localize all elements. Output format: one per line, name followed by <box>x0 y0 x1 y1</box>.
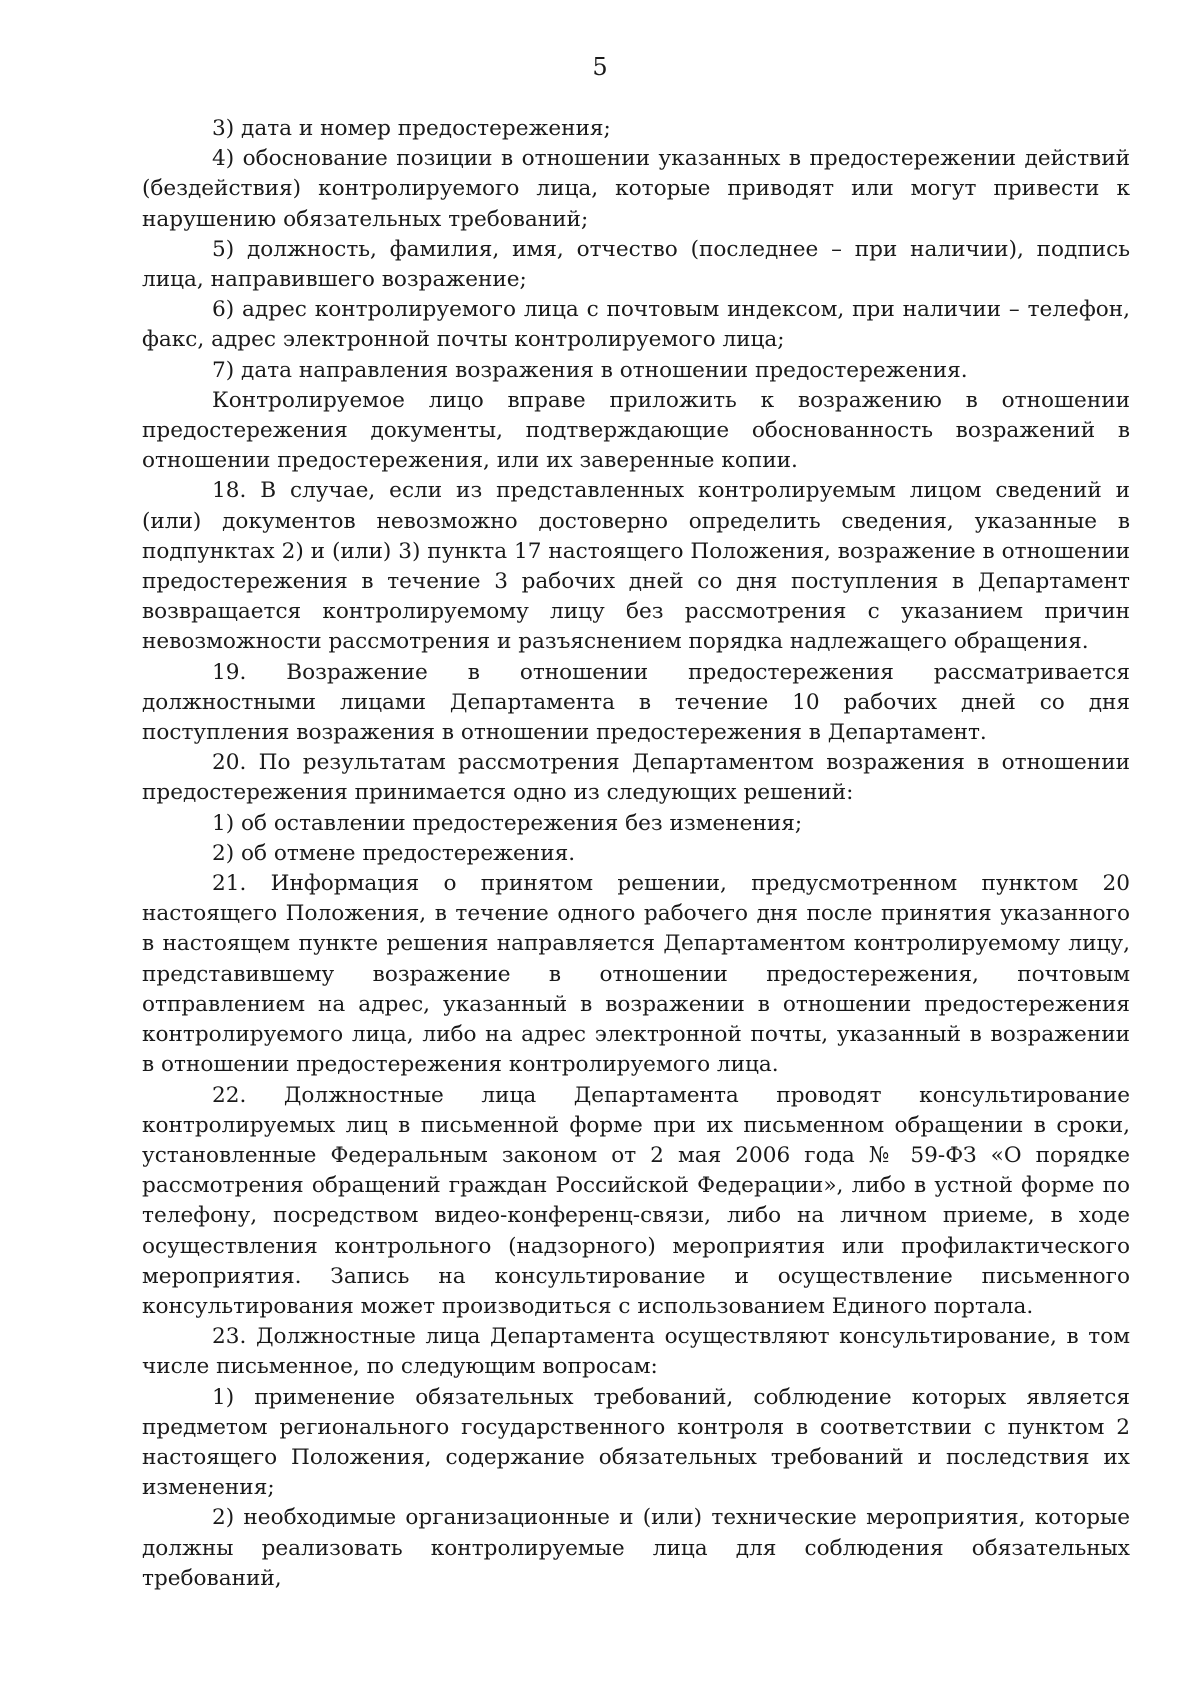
paragraph-item-6: 6) адрес контролируемого лица с почтовым индексом, при наличии – телефон, факс, адрес электронной почты контролируемого лица; <box>142 297 1130 353</box>
page-number: 5 <box>592 53 608 81</box>
paragraph-19: 19. Возражение в отношении предостережения рассматривается должностными лицами Департамента в течение 10 рабочих дней со дня поступления возражения в отношении предостережения в Департамент. <box>142 659 1130 746</box>
paragraph-20: 20. По результатам рассмотрения Департаментом возражения в отношении предостережения принимается одно из следующих решений: <box>142 750 1130 806</box>
paragraph-20-item-2: 2) об отмене предостережения. <box>212 840 576 866</box>
paragraph-20-item-1: 1) об оставлении предостережения без изменения; <box>212 810 803 836</box>
paragraph-23-item-1: 1) применение обязательных требований, соблюдение которых является предметом регионального государственного контроля в соответствии с пунктом 2 настоящего Положения, содержание обязательных требований и последствия их изменения; <box>142 1384 1130 1501</box>
paragraph-item-7: 7) дата направления возражения в отношении предостережения. <box>212 357 968 383</box>
paragraph-18: 18. В случае, если из представленных контролируемым лицом сведений и (или) документов невозможно достоверно определить сведения, указанные в подпунктах 2) и (или) 3) пункта 17 настоящего Положения, возражение в отношении предостережения в течение 3 рабочих дней со дня поступления в Департамент возвращается контролируемому лицу без рассмотрения с указанием причин невозможности рассмотрения и разъяснением порядка надлежащего обращения. <box>142 478 1130 655</box>
paragraph-22: 22. Должностные лица Департамента проводят консультирование контролируемых лиц в письменной форме при их письменном обращении в сроки, установленные Федеральным законом от 2 мая 2006 года № 59-ФЗ «О порядке рассмотрения обращений граждан Российской Федерации», либо в устной форме по телефону, посредством видео-конференц-связи, либо на личном приеме, в ходе осуществления контрольного (надзорного) мероприятия или профилактического мероприятия. Запись на консультирование и осуществление письменного консультирования может производиться с использованием Единого портала. <box>142 1082 1130 1319</box>
paragraph-item-5: 5) должность, фамилия, имя, отчество (последнее – при наличии), подпись лица, направившего возражение; <box>142 236 1130 293</box>
paragraph-item-3: 3) дата и номер предостережения; <box>212 116 611 141</box>
document-body <box>142 114 1130 1594</box>
paragraph-21: 21. Информация о принятом решении, предусмотренном пунктом 20 настоящего Положения, в течение одного рабочего дня после принятия указанного в настоящем пункте решения направляется Департаментом контролируемому лицу, представившему возражение в отношении предостережения, почтовым отправлением на адрес, указанный в возражении в отношении предостережения контролируемого лица, либо на адрес электронной почты, указанный в возражении в отношении предостережения контролируемого лица. <box>142 871 1130 1078</box>
paragraph-23-item-2: 2) необходимые организационные и (или) технические мероприятия, которые должны реализовать контролируемые лица для соблюдения обязательных требований, <box>142 1505 1130 1591</box>
paragraph-item-4: 4) обоснование позиции в отношении указанных в предостережении действий (бездействия) контролируемого лица, которые приводят или могут привести к нарушению обязательных требований; <box>142 146 1130 232</box>
paragraph-23: 23. Должностные лица Департамента осуществляют консультирование, в том числе письменное, по следующим вопросам: <box>142 1324 1130 1380</box>
paragraph-attachments: Контролируемое лицо вправе приложить к возражению в отношении предостережения документы, подтверждающие обоснованность возражений в отношении предостережения, или их заверенные копии. <box>142 387 1130 474</box>
